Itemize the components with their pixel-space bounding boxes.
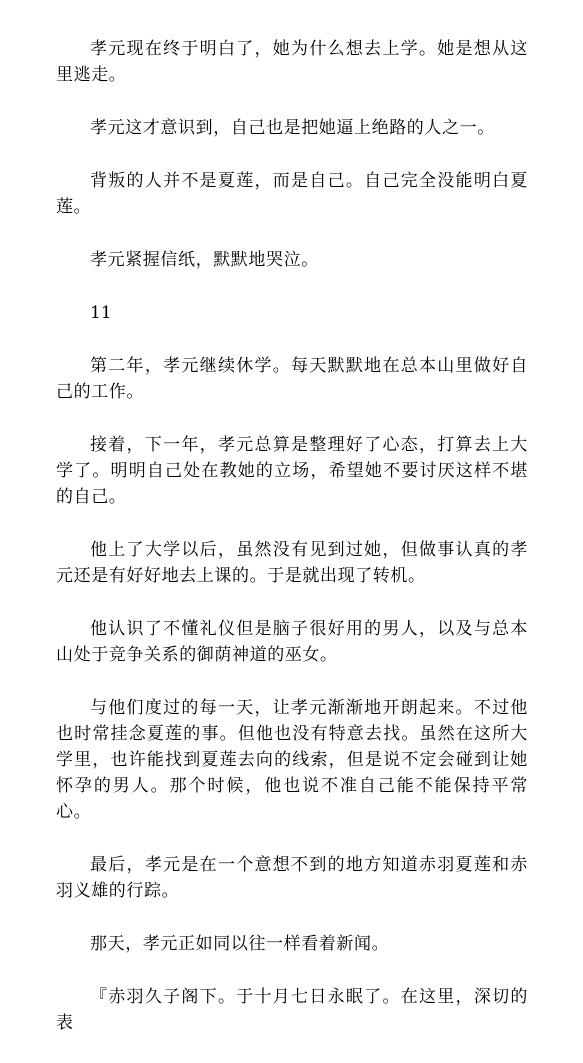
- paragraph: 他认识了不懂礼仪但是脑子很好用的男人，以及与总本山处于竞争关系的御荫神道的巫女。: [56, 619, 528, 665]
- paragraph: 背叛的人并不是夏莲，而是自己。自己完全没能明白夏莲。: [56, 171, 528, 217]
- paragraph: 那天，孝元正如同以往一样看着新闻。: [90, 934, 390, 954]
- paragraph: 孝元这才意识到，自己也是把她逼上绝路的人之一。: [90, 118, 495, 138]
- chapter-number: 11: [90, 303, 112, 323]
- document-page: [56, 36, 528, 1063]
- paragraph: 第二年，孝元继续休学。每天默默地在总本山里做好自己的工作。: [56, 356, 528, 402]
- paragraph: 接着，下一年，孝元总算是整理好了心态，打算去上大学了。明明自己处在教她的立场，希望她不要讨厌这样不堪的自己。: [56, 435, 528, 507]
- paragraph: 孝元现在终于明白了，她为什么想去上学。她是想从这里逃走。: [56, 39, 528, 85]
- paragraph: 与他们度过的每一天，让孝元渐渐地开朗起来。不过他也时常挂念夏莲的事。但他也没有特意去找。虽然在这所大学里，也许能找到夏莲去向的线索，但是说不定会碰到让她怀孕的男人。那个时候，他也说不准自己能不能保持平常心。: [56, 698, 528, 822]
- paragraph: 他上了大学以后，虽然没有见到过她，但做事认真的孝元还是有好好地去上课的。于是就出现了转机。: [56, 540, 528, 586]
- paragraph: 孝元紧握信纸，默默地哭泣。: [90, 250, 319, 270]
- paragraph: 『赤羽久子阁下。于十月七日永眠了。在这里，深切的表: [56, 987, 528, 1033]
- paragraph: 最后，孝元是在一个意想不到的地方知道赤羽夏莲和赤羽义雄的行踪。: [56, 855, 528, 901]
